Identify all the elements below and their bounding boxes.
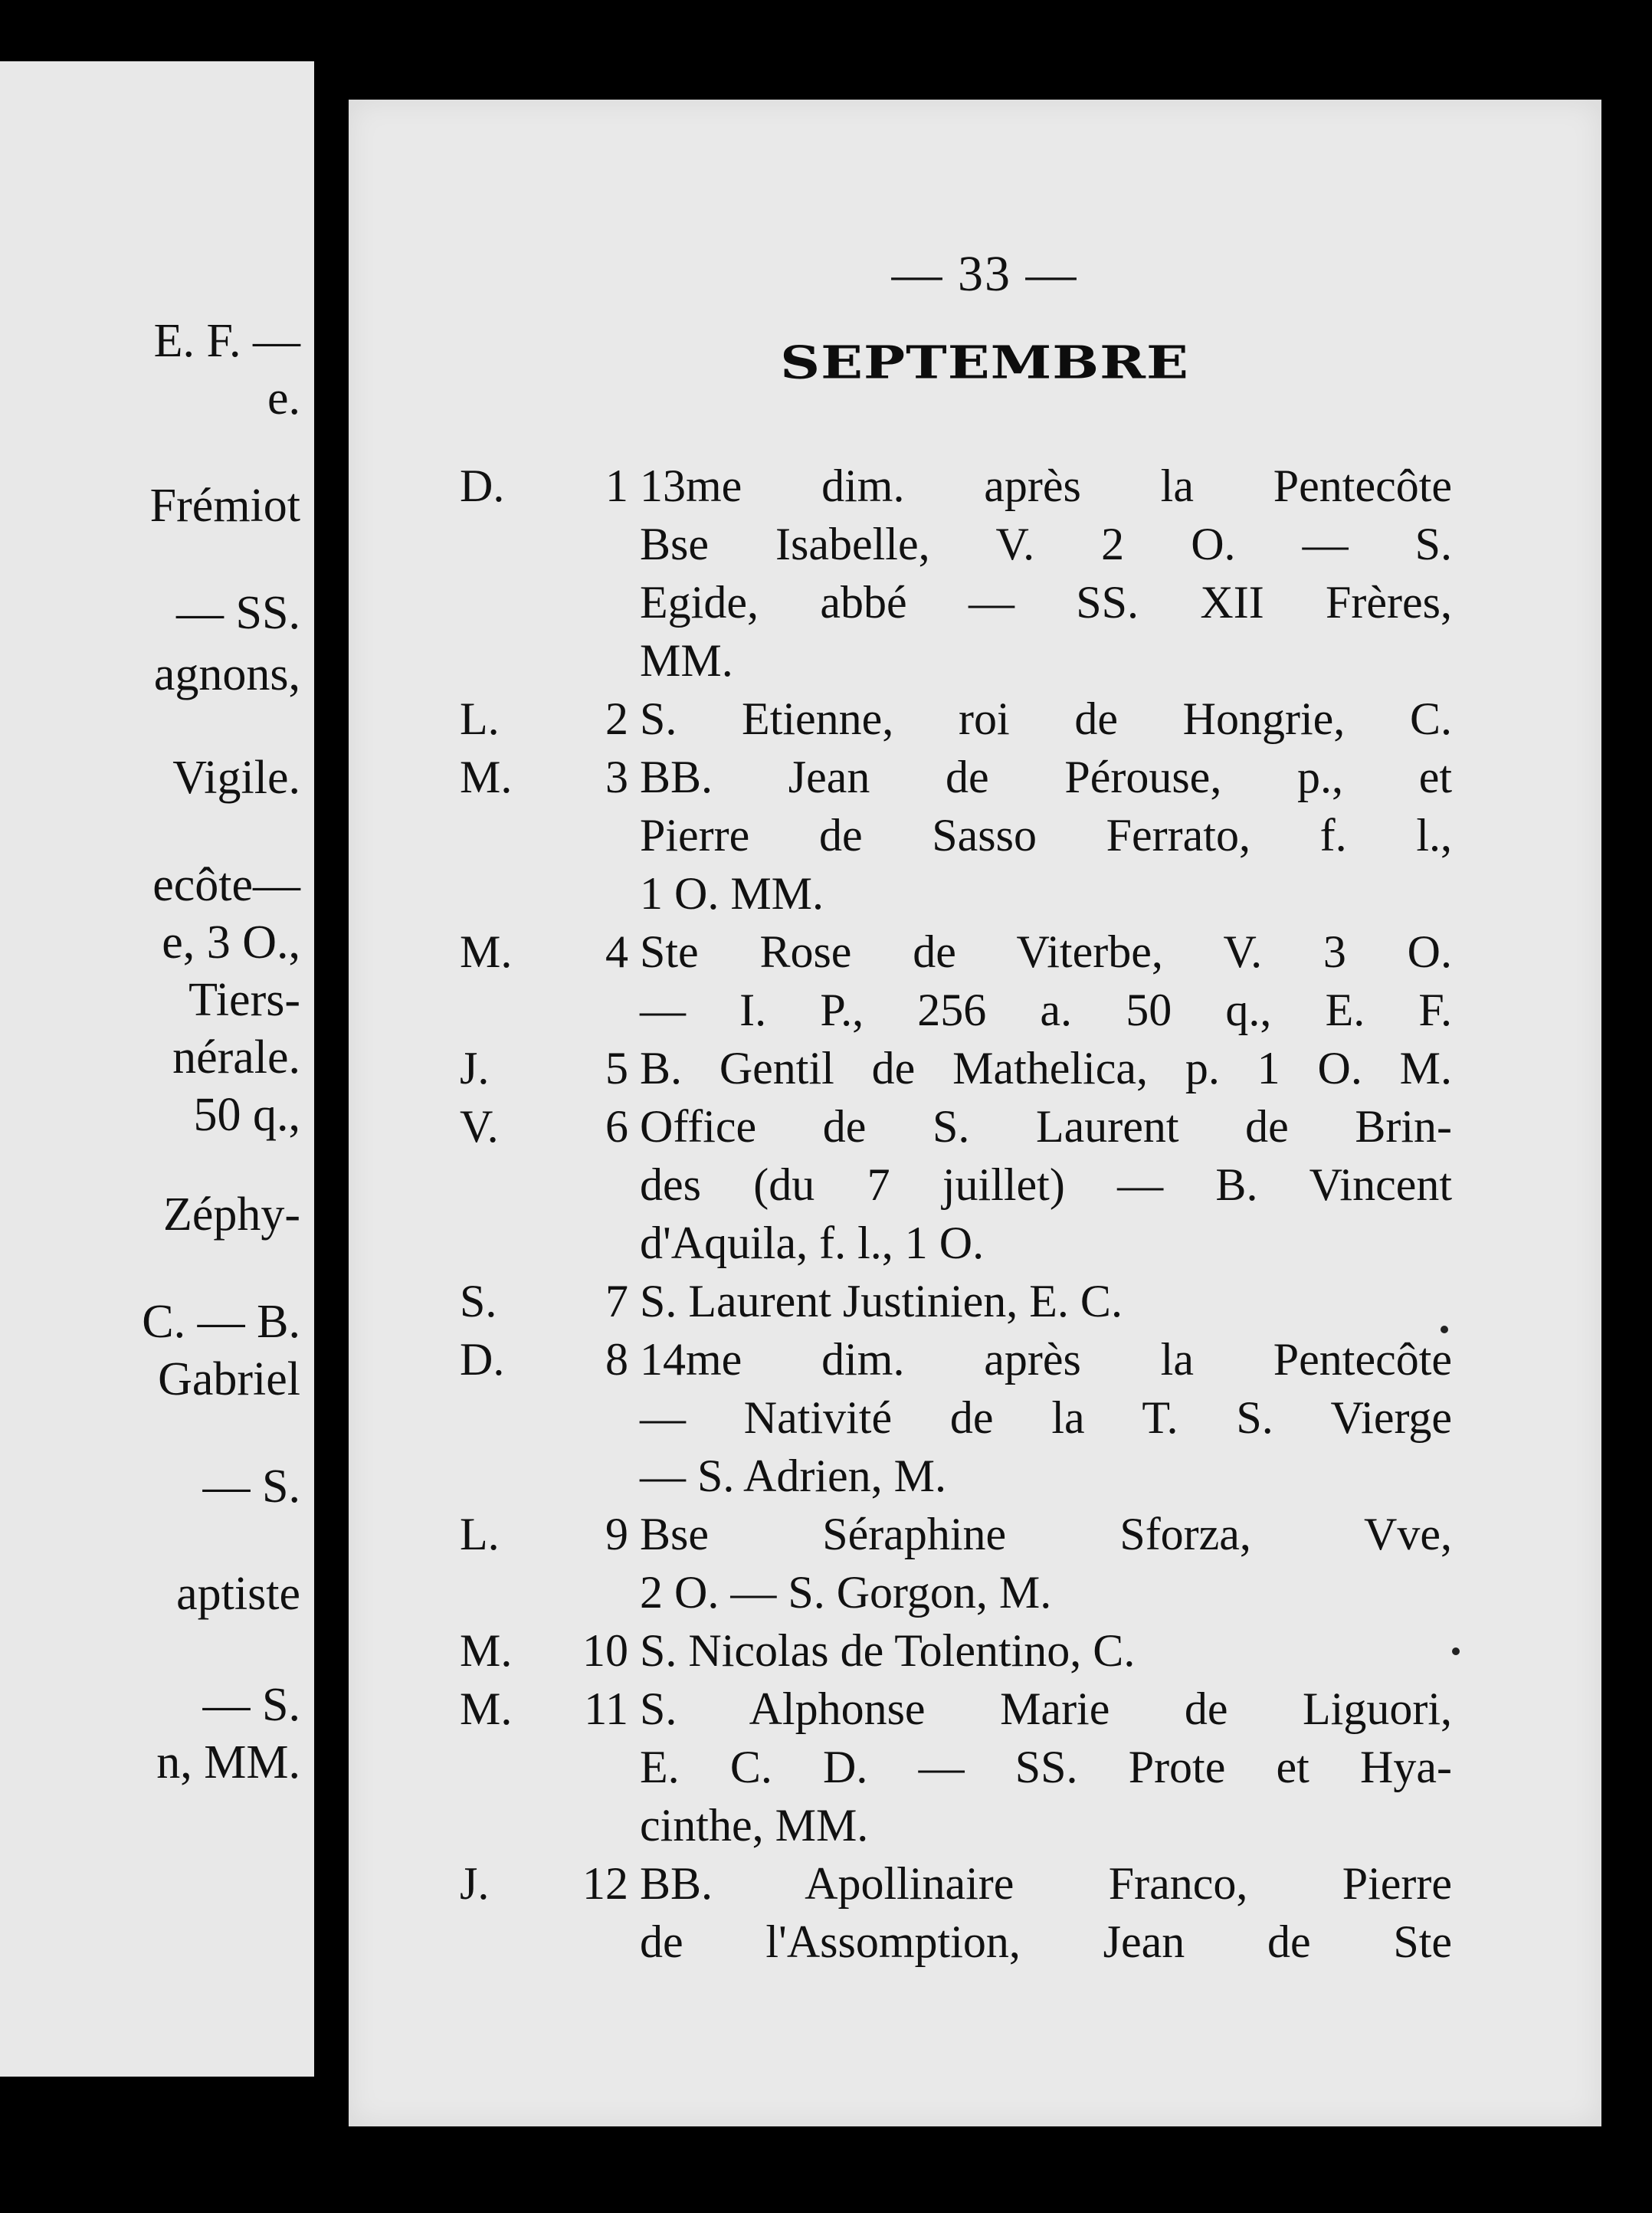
day-number: 2	[605, 693, 628, 744]
entry-text: 2 O. — S. Gorgon, M.	[640, 1567, 1052, 1618]
weekday: J.	[460, 1043, 490, 1093]
calendar-line	[349, 518, 1601, 576]
entry-text: BB. Apollinaire Franco, Pierre	[640, 1858, 1452, 1909]
left-page-fragment: agnons,	[153, 648, 300, 700]
day-number: 1	[605, 461, 628, 511]
page-number: — 33 —	[891, 246, 1078, 302]
left-page-fragment: Gabriel	[158, 1353, 300, 1405]
calendar-line	[349, 1566, 1601, 1625]
calendar-line	[349, 1100, 1601, 1159]
calendar-line	[349, 1857, 1601, 1916]
month-heading: SEPTEMBRE	[780, 335, 1189, 389]
entry-text: Egide, abbé — SS. XII Frères,	[640, 577, 1452, 628]
calendar-line	[349, 809, 1601, 867]
left-page-fragment: — S.	[202, 1679, 300, 1731]
entry-text: Bse Isabelle, V. 2 O. — S.	[640, 519, 1452, 569]
calendar-line	[349, 634, 1601, 693]
left-page-fragment: e, 3 O.,	[162, 916, 300, 969]
left-page-fragment: C. — B.	[142, 1296, 300, 1348]
calendar-line	[349, 1217, 1601, 1275]
left-page	[0, 61, 314, 2077]
calendar-line	[349, 1916, 1601, 1974]
left-page-fragment: n, MM.	[156, 1736, 300, 1788]
day-number: 8	[605, 1334, 628, 1385]
calendar-line	[349, 693, 1601, 751]
weekday: M.	[460, 926, 513, 977]
entry-text: — Nativité de la T. S. Vierge	[640, 1392, 1452, 1443]
entry-text: B. Gentil de Mathelica, p. 1 O. M.	[640, 1043, 1452, 1093]
ink-speck	[1452, 1647, 1460, 1655]
weekday: D.	[460, 1334, 505, 1385]
entry-text: des (du 7 juillet) — B. Vincent	[640, 1159, 1452, 1210]
left-page-fragment: Vigile.	[172, 752, 300, 804]
calendar-line	[349, 1799, 1601, 1857]
calendar-line	[349, 926, 1601, 984]
day-number: 3	[605, 752, 628, 802]
left-page-fragment: Frémiot	[149, 480, 300, 532]
weekday: D.	[460, 461, 505, 511]
left-page-fragment: 50 q.,	[193, 1089, 300, 1141]
entry-text: MM.	[640, 635, 733, 686]
weekday: M.	[460, 752, 513, 802]
day-number: 7	[605, 1276, 628, 1326]
entry-text: BB. Jean de Pérouse, p., et	[640, 752, 1452, 802]
left-page-fragment: e.	[267, 372, 300, 425]
entry-text: cinthe, MM.	[640, 1800, 869, 1851]
left-page-fragment: ecôte—	[152, 859, 300, 911]
weekday: M.	[460, 1625, 513, 1676]
entry-text: S. Alphonse Marie de Liguori,	[640, 1684, 1452, 1734]
weekday: M.	[460, 1684, 513, 1734]
entry-text: 13me dim. après la Pentecôte	[640, 461, 1452, 511]
left-page-fragment: — SS.	[176, 587, 300, 639]
entry-text: E. C. D. — SS. Prote et Hya-	[640, 1742, 1452, 1792]
weekday: L.	[460, 1509, 500, 1559]
left-page-fragment: Tiers-	[188, 974, 300, 1026]
weekday: S.	[460, 1276, 497, 1326]
calendar-line	[349, 867, 1601, 926]
day-number: 11	[584, 1684, 628, 1734]
day-number: 4	[605, 926, 628, 977]
day-number: 12	[582, 1858, 628, 1909]
weekday: L.	[460, 693, 500, 744]
calendar-line	[349, 1450, 1601, 1508]
left-page-fragment: E. F. —	[153, 315, 300, 367]
entry-text: Pierre de Sasso Ferrato, f. l.,	[640, 810, 1452, 861]
ink-speck	[1441, 1326, 1448, 1333]
calendar-line	[349, 460, 1601, 518]
entry-text: S. Etienne, roi de Hongrie, C.	[640, 693, 1452, 744]
day-number: 9	[605, 1509, 628, 1559]
entry-text: Ste Rose de Viterbe, V. 3 O.	[640, 926, 1452, 977]
entry-text: Office de S. Laurent de Brin-	[640, 1101, 1452, 1152]
entry-text: 1 O. MM.	[640, 868, 824, 919]
calendar-entries	[349, 100, 1601, 2126]
calendar-line	[349, 1683, 1601, 1741]
calendar-line	[349, 1625, 1601, 1683]
calendar-line	[349, 1042, 1601, 1100]
calendar-line	[349, 1392, 1601, 1450]
weekday: V.	[460, 1101, 499, 1152]
day-number: 5	[605, 1043, 628, 1093]
entry-text: — S. Adrien, M.	[640, 1451, 947, 1501]
entry-text: Bse Séraphine Sforza, Vve,	[640, 1509, 1452, 1559]
left-page-fragment: — S.	[202, 1461, 300, 1513]
entry-text: — I. P., 256 a. 50 q., E. F.	[640, 985, 1452, 1035]
left-page-fragment: Zéphy-	[162, 1188, 300, 1241]
calendar-line	[349, 1333, 1601, 1392]
page-gutter	[314, 61, 325, 2077]
calendar-line	[349, 1275, 1601, 1333]
calendar-line	[349, 1508, 1601, 1566]
left-page-fragment: nérale.	[172, 1031, 300, 1084]
entry-text: 14me dim. après la Pentecôte	[640, 1334, 1452, 1385]
entry-text: de l'Assomption, Jean de Ste	[640, 1916, 1452, 1967]
day-number: 10	[582, 1625, 628, 1676]
entry-text: d'Aquila, f. l., 1 O.	[640, 1218, 985, 1268]
right-page	[349, 100, 1601, 2126]
weekday: J.	[460, 1858, 490, 1909]
calendar-line	[349, 1741, 1601, 1799]
entry-text: S. Nicolas de Tolentino, C.	[640, 1625, 1136, 1676]
calendar-line	[349, 984, 1601, 1042]
day-number: 6	[605, 1101, 628, 1152]
calendar-line	[349, 751, 1601, 809]
left-page-fragment: aptiste	[176, 1568, 300, 1620]
entry-text: S. Laurent Justinien, E. C.	[640, 1276, 1123, 1326]
calendar-line	[349, 1159, 1601, 1217]
calendar-line	[349, 576, 1601, 634]
